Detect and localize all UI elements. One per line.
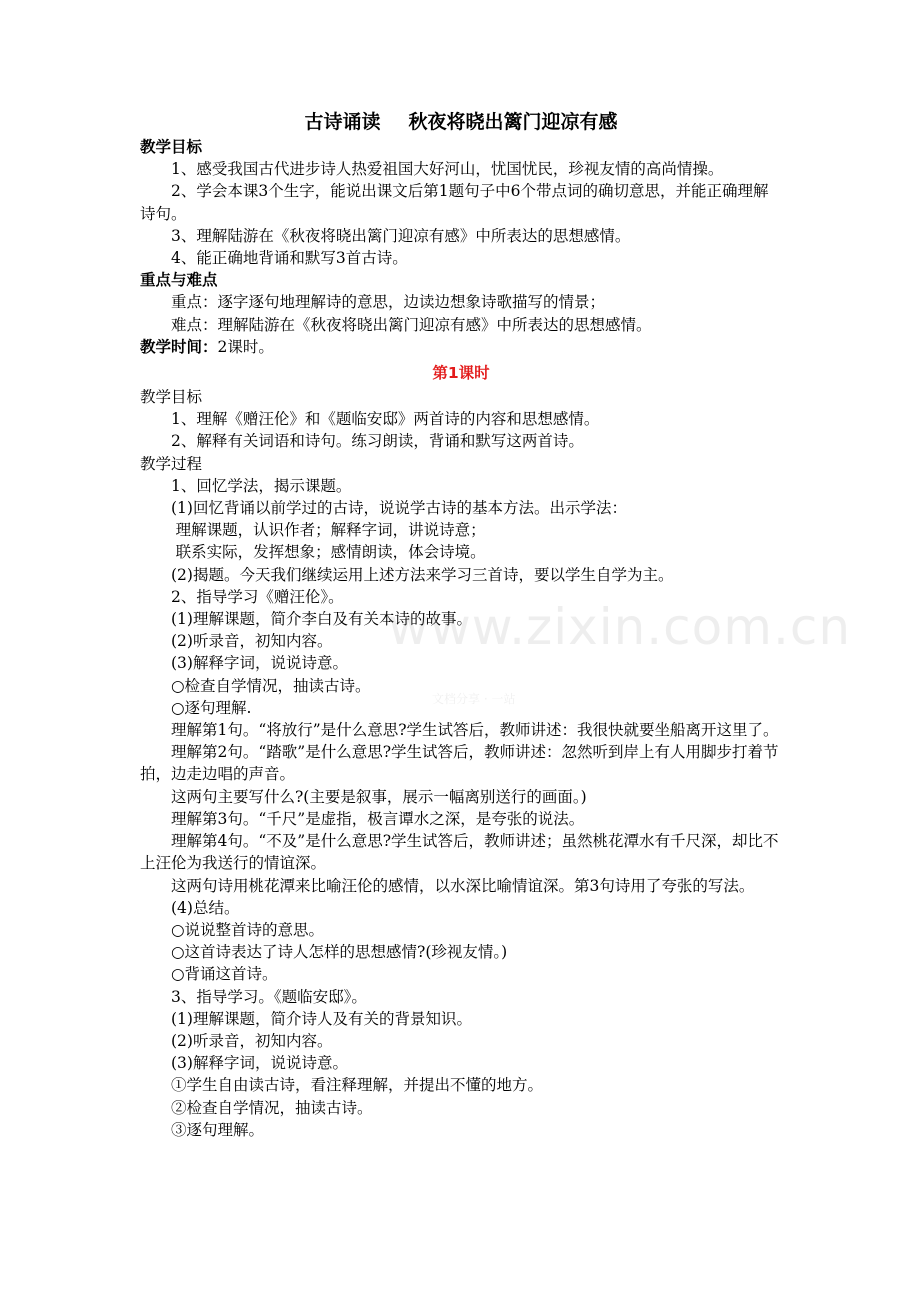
- process-step: ○检查自学情况，抽读古诗。: [171, 676, 371, 695]
- process-step: 这两句主要写什么?(主要是叙事，展示一幅离别送行的画面。): [171, 787, 587, 806]
- teaching-time: [140, 336, 782, 358]
- lesson-objectives-heading: 教学目标: [140, 388, 203, 407]
- lesson-1-heading: 第1课时: [432, 364, 490, 383]
- process-step: 1、回忆学法，揭示课题。: [171, 476, 352, 495]
- lesson-objective-item: 1、理解《赠汪伦》和《题临安邸》两首诗的内容和思想感情。: [171, 410, 600, 429]
- process-step: (1)理解课题，简介李白及有关本诗的故事。: [171, 610, 472, 629]
- focus-heading: 重点与难点: [140, 271, 218, 290]
- lesson-objective-item: 2、解释有关词语和诗句。练习朗读，背诵和默写这两首诗。: [171, 432, 584, 451]
- process-step: 理解第1句。“将放行”是什么意思?学生试答后，教师讲述：我很快就要坐船离开这里了。: [171, 721, 779, 740]
- process-step: 这两句诗用桃花潭来比喻汪伦的感情，以水深比喻情谊深。第3句诗用了夸张的写法。: [171, 876, 755, 895]
- focus-difficulty: 难点：理解陆游在《秋夜将晓出篱门迎凉有感》中所表达的思想感情。: [171, 315, 652, 334]
- document-page: [140, 108, 782, 1141]
- process-step: (2)听录音，初知内容。: [171, 1031, 333, 1050]
- process-step: (4)总结。: [171, 898, 240, 917]
- process-step: (3)解释字词，说说诗意。: [171, 1054, 348, 1073]
- objective-item: 3、理解陆游在《秋夜将晓出篱门迎凉有感》中所表达的思想感情。: [171, 226, 631, 245]
- process-step: ○背诵这首诗。: [171, 965, 278, 984]
- objective-item: 2、学会本课3个生字，能说出课文后第1题句子中6个带点词的确切意思，并能正确理解诗句。: [140, 182, 769, 223]
- process-step: 理解第2句。“踏歌”是什么意思?学生试答后，教师讲述：忽然听到岸上有人用脚步打着节拍，边走边唱的声音。: [140, 743, 779, 784]
- process-step: 3、指导学习。《题临安邸》。: [171, 987, 367, 1006]
- process-step: ②检查自学情况，抽读古诗。: [171, 1098, 373, 1117]
- title-part-2: 秋夜将晓出篱门迎凉有感: [408, 111, 618, 133]
- process-step: 理解课题，认识作者；解释字词，讲说诗意；: [175, 521, 486, 540]
- process-step: ○这首诗表达了诗人怎样的思想感情?(珍视友情。): [171, 943, 508, 962]
- process-step: (1)回忆背诵以前学过的古诗，说说学古诗的基本方法。出示学法：: [171, 499, 627, 518]
- process-step: 2、指导学习《赠汪伦》。: [171, 587, 344, 606]
- teaching-time-label: 教学时间：: [140, 337, 218, 356]
- process-heading: 教学过程: [140, 454, 203, 473]
- process-step: (2)听录音，初知内容。: [171, 632, 333, 651]
- process-step: ①学生自由读古诗，看注释理解，并提出不懂的地方。: [171, 1076, 544, 1095]
- process-step: 理解第4句。“不及”是什么意思?学生试答后，教师讲述；虽然桃花潭水有千尺深，却比不上汪伦为我送行的情谊深。: [140, 832, 779, 873]
- watermark-subtext: 文档分享 · 一站: [432, 692, 516, 706]
- objectives-heading: 教学目标: [140, 138, 203, 156]
- title-part-1: 古诗诵读: [304, 111, 381, 133]
- teaching-time-value: 2课时。: [217, 337, 274, 356]
- process-step: (2)揭题。今天我们继续运用上述方法来学习三首诗，要以学生自学为主。: [171, 565, 674, 584]
- process-step: 联系实际，发挥想象；感情朗读，体会诗境。: [175, 543, 486, 562]
- document-title: [140, 108, 782, 136]
- process-step: ○逐句理解.: [171, 698, 252, 717]
- watermark: www.zixin.com.cn: [388, 598, 852, 656]
- process-step: (1)理解课题，简介诗人及有关的背景知识。: [171, 1009, 472, 1028]
- process-step: (3)解释字词，说说诗意。: [171, 654, 348, 673]
- objective-item: 4、能正确地背诵和默写3首古诗。: [171, 249, 408, 268]
- focus-key-point: 重点：逐字逐句地理解诗的意思，边读边想象诗歌描写的情景；: [171, 293, 606, 312]
- objective-item: 1、感受我国古代进步诗人热爱祖国大好河山，忧国忧民，珍视友情的高尚情操。: [171, 160, 724, 179]
- process-step: ③逐句理解。: [171, 1120, 265, 1139]
- process-step: ○说说整首诗的意思。: [171, 920, 325, 939]
- process-step: 理解第3句。“千尺”是虚指，极言谭水之深，是夸张的说法。: [171, 809, 585, 828]
